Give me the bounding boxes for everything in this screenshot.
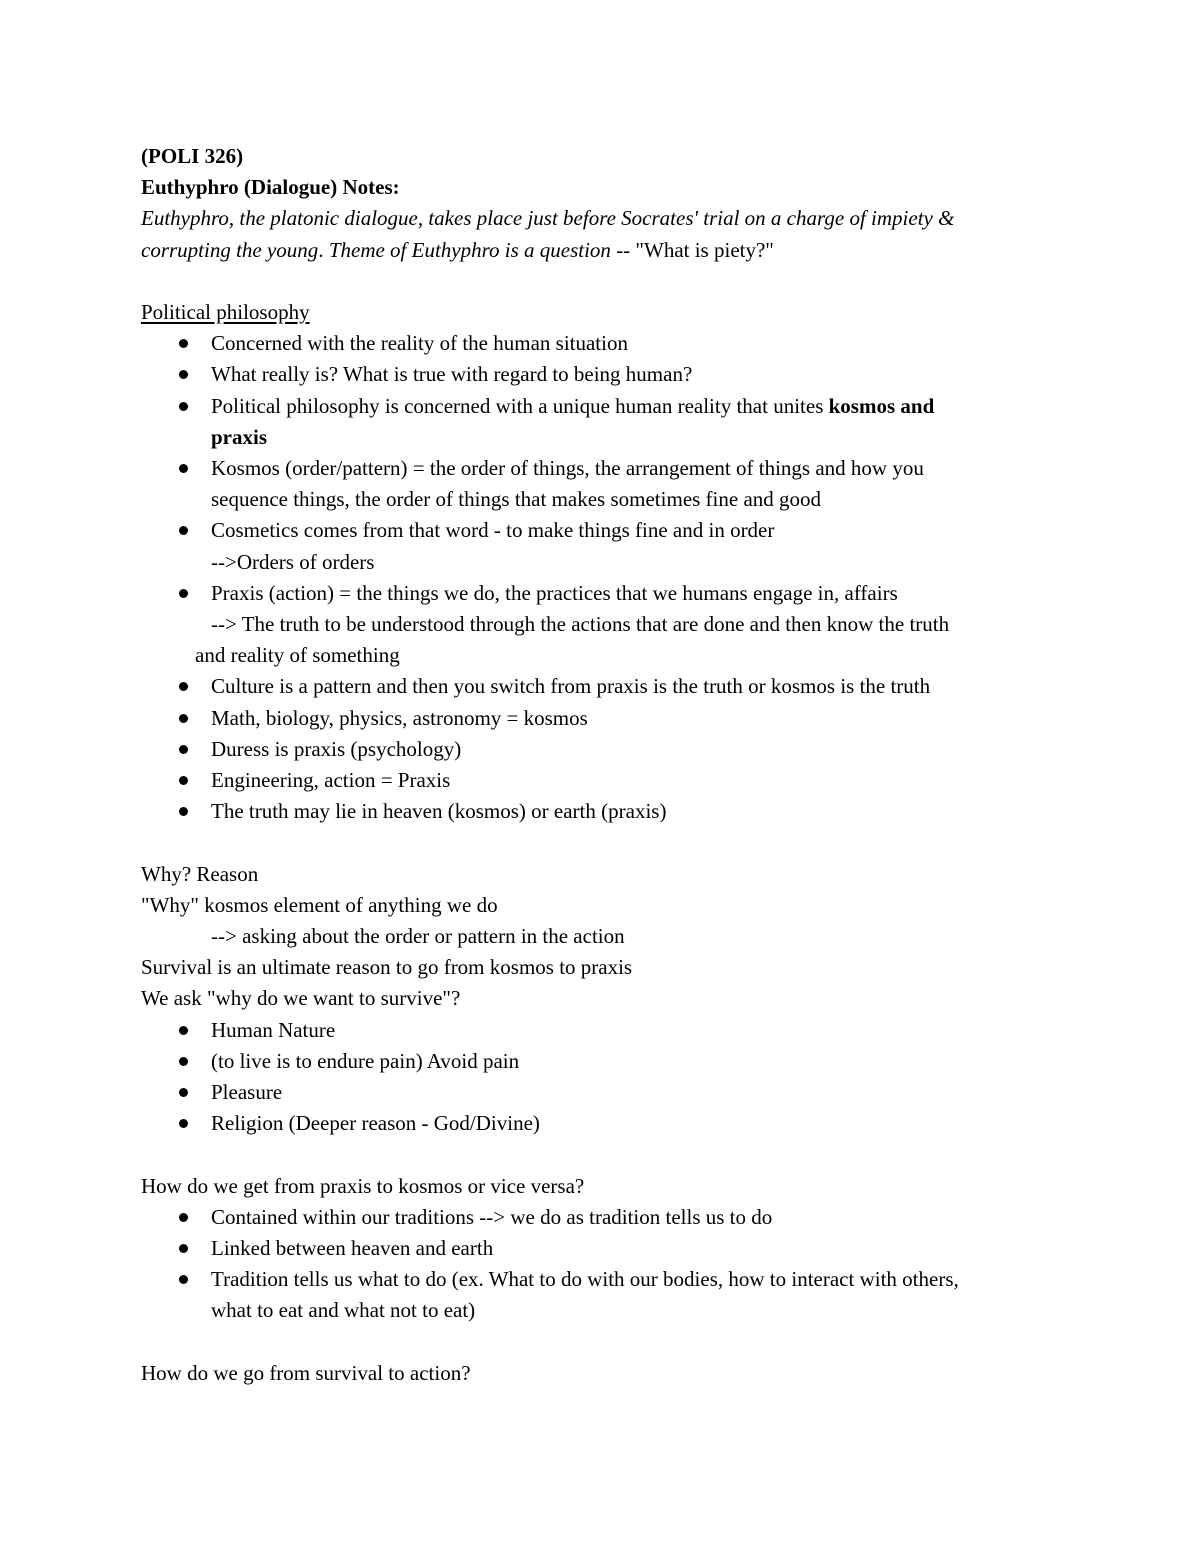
how-question: How do we get from praxis to kosmos or vice versa? <box>141 1173 585 1198</box>
bullet-icon <box>179 745 188 754</box>
intro-italic-3: Theme of Euthyphro is a question <box>328 237 611 262</box>
bullet-icon <box>179 776 188 785</box>
bullet-icon <box>179 464 188 473</box>
list-item: What really is? What is true with regard to being human? <box>141 359 1071 390</box>
intro-italic-1: Euthyphro, the platonic dialogue, takes place just before Socrates' trial on a charge of impiety & <box>141 206 955 231</box>
bullet-icon <box>179 1026 188 1035</box>
intro-question: -- "What is piety?" <box>610 237 774 262</box>
list-item: Tradition tells us what to do (ex. What to do with our bodies, how to interact with others, what to eat and what not to eat) <box>141 1264 1071 1326</box>
why-arrow-line: --> asking about the order or pattern in the action <box>211 924 625 949</box>
list-item: Human Nature <box>141 1015 1071 1046</box>
bullet-icon <box>179 402 188 411</box>
list-item: Contained within our traditions --> we do as tradition tells us to do <box>141 1202 1071 1233</box>
final-question: How do we go from survival to action? <box>141 1360 471 1385</box>
list-item: Culture is a pattern and then you switch from praxis is the truth or kosmos is the truth <box>141 671 1071 702</box>
list-item: Cosmetics comes from that word - to make things fine and in order -->Orders of orders <box>141 515 1071 577</box>
bullet-icon <box>179 589 188 598</box>
why-reason-line: Why? Reason <box>141 861 259 886</box>
praxis-note-line-1: --> The truth to be understood through the actions that are done and then know the truth <box>211 612 950 637</box>
bullet-icon <box>179 526 188 535</box>
list-item: Engineering, action = Praxis <box>141 765 1071 796</box>
list-item: Praxis (action) = the things we do, the practices that we humans engage in, affairs <box>141 578 1071 609</box>
bullet-icon <box>179 339 188 348</box>
why-survive-line: We ask "why do we want to survive"? <box>141 986 461 1011</box>
why-kosmos-line: "Why" kosmos element of anything we do <box>141 892 498 917</box>
bullet-icon <box>179 1213 188 1222</box>
bullet-icon <box>179 807 188 816</box>
bullet-icon <box>179 714 188 723</box>
bullet-icon <box>179 1244 188 1253</box>
bullet-icon <box>179 370 188 379</box>
bullet-icon <box>179 1057 188 1066</box>
list-item: The truth may lie in heaven (kosmos) or earth (praxis) <box>141 796 1071 827</box>
list-item: Political philosophy is concerned with a unique human reality that unites kosmos and praxis <box>141 391 1071 453</box>
political-philosophy-list-continued <box>141 671 1071 827</box>
tradition-list <box>141 1202 1071 1327</box>
bullet-icon <box>179 1119 188 1128</box>
list-item: Religion (Deeper reason - God/Divine) <box>141 1108 1071 1139</box>
list-item: (to live is to endure pain) Avoid pain <box>141 1046 1071 1077</box>
praxis-note-line-2: and reality of something <box>195 643 400 668</box>
list-item: Linked between heaven and earth <box>141 1233 1071 1264</box>
survival-line: Survival is an ultimate reason to go from kosmos to praxis <box>141 955 633 980</box>
intro-line-2 <box>141 235 1071 266</box>
document-title: Euthyphro (Dialogue) Notes: <box>141 175 400 200</box>
intro-dot: . <box>318 237 329 262</box>
political-philosophy-list <box>141 328 1071 609</box>
list-item: Kosmos (order/pattern) = the order of things, the arrangement of things and how you sequence things, the order of things that makes sometimes fine and good <box>141 453 1071 515</box>
bullet-icon <box>179 1088 188 1097</box>
section-heading-political-philosophy: Political philosophy <box>141 300 310 324</box>
list-item: Pleasure <box>141 1077 1071 1108</box>
list-item: Duress is praxis (psychology) <box>141 734 1071 765</box>
course-code: (POLI 326) <box>141 144 244 168</box>
intro-line-1 <box>141 203 1071 234</box>
document-page <box>141 141 1071 1389</box>
list-item: Math, biology, physics, astronomy = kosmos <box>141 703 1071 734</box>
bullet-icon <box>179 682 188 691</box>
list-item: Concerned with the reality of the human situation <box>141 328 1071 359</box>
survival-reasons-list <box>141 1015 1071 1140</box>
intro-italic-2: corrupting the young <box>141 237 319 262</box>
bullet-icon <box>179 1275 188 1284</box>
